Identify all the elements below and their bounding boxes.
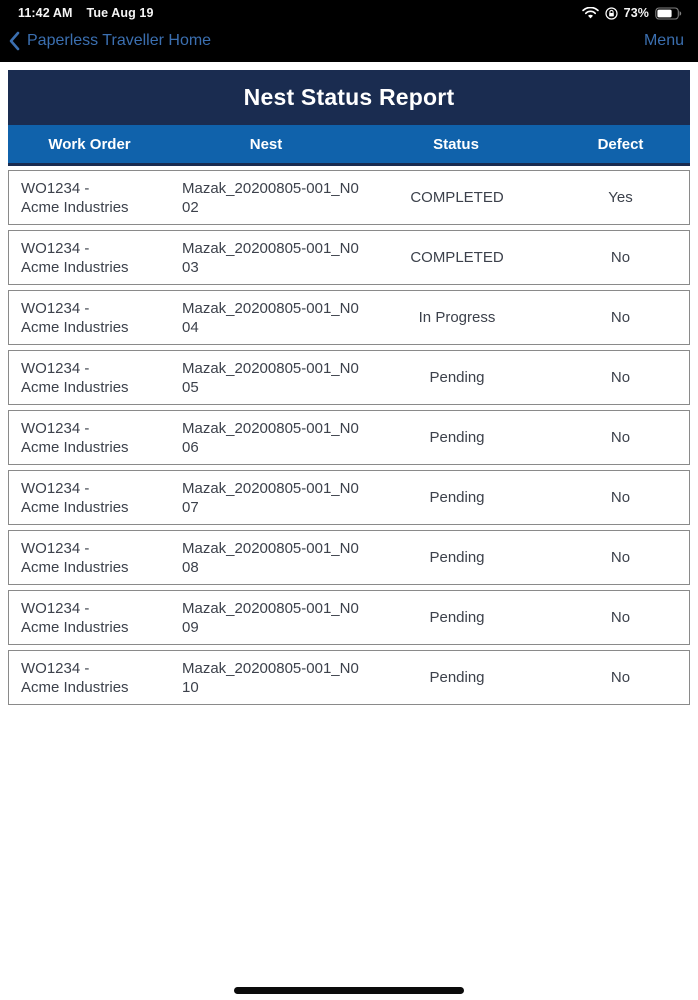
work-order-cell bbox=[9, 419, 172, 457]
customer-name: Acme Industries bbox=[21, 318, 129, 336]
customer-name: Acme Industries bbox=[21, 258, 129, 276]
menu-button[interactable]: Menu bbox=[643, 32, 684, 49]
customer-name: Acme Industries bbox=[21, 198, 129, 216]
work-order-cell bbox=[9, 539, 172, 577]
table-body bbox=[8, 170, 690, 705]
customer-name: Acme Industries bbox=[21, 378, 129, 396]
status-cell: In Progress bbox=[418, 309, 496, 326]
work-order-cell bbox=[9, 179, 172, 217]
report-title: Nest Status Report bbox=[243, 84, 455, 110]
nav-bar bbox=[0, 22, 698, 60]
work-order-number: WO1234 - bbox=[21, 239, 90, 257]
nest-id: Mazak_20200805-001_N006 bbox=[182, 419, 359, 456]
table-row[interactable] bbox=[8, 170, 690, 225]
work-order-cell bbox=[9, 359, 172, 397]
work-order-number: WO1234 - bbox=[21, 659, 90, 677]
status-cell: Pending bbox=[429, 429, 485, 446]
work-order-number: WO1234 - bbox=[21, 419, 90, 437]
chevron-left-icon bbox=[8, 31, 20, 51]
nest-id: Mazak_20200805-001_N003 bbox=[182, 239, 359, 276]
defect-cell: Yes bbox=[608, 189, 633, 206]
column-header-status: Status bbox=[433, 135, 479, 153]
work-order-number: WO1234 - bbox=[21, 599, 90, 617]
nest-id: Mazak_20200805-001_N002 bbox=[182, 179, 359, 216]
defect-cell: No bbox=[610, 309, 631, 326]
nest-cell bbox=[172, 659, 362, 697]
nest-cell bbox=[172, 239, 362, 277]
work-order-number: WO1234 - bbox=[21, 359, 90, 377]
nest-cell bbox=[172, 479, 362, 517]
nest-cell bbox=[172, 299, 362, 337]
wifi-icon bbox=[582, 7, 599, 19]
defect-cell: No bbox=[610, 489, 631, 506]
nest-cell bbox=[172, 419, 362, 457]
work-order-cell bbox=[9, 599, 172, 637]
rotation-lock-icon bbox=[605, 7, 618, 20]
defect-cell: No bbox=[610, 369, 631, 386]
nest-id: Mazak_20200805-001_N004 bbox=[182, 299, 359, 336]
work-order-number: WO1234 - bbox=[21, 299, 90, 317]
table-row[interactable] bbox=[8, 350, 690, 405]
status-date: Tue Aug 19 bbox=[86, 6, 154, 20]
status-cell: COMPLETED bbox=[410, 249, 504, 266]
table-row[interactable] bbox=[8, 410, 690, 465]
nest-id: Mazak_20200805-001_N008 bbox=[182, 539, 359, 576]
back-button[interactable] bbox=[8, 31, 211, 51]
work-order-number: WO1234 - bbox=[21, 179, 90, 197]
battery-icon bbox=[655, 7, 682, 20]
table-row[interactable] bbox=[8, 290, 690, 345]
nest-id: Mazak_20200805-001_N010 bbox=[182, 659, 359, 696]
work-order-number: WO1234 - bbox=[21, 539, 90, 557]
work-order-number: WO1234 - bbox=[21, 479, 90, 497]
table-row[interactable] bbox=[8, 650, 690, 705]
status-cell: Pending bbox=[429, 669, 485, 686]
status-cell: COMPLETED bbox=[410, 189, 504, 206]
column-header-work-order: Work Order bbox=[48, 135, 131, 153]
work-order-cell bbox=[9, 659, 172, 697]
report-title-bar bbox=[8, 70, 690, 125]
defect-cell: No bbox=[610, 669, 631, 686]
work-order-cell bbox=[9, 239, 172, 277]
table-row[interactable] bbox=[8, 230, 690, 285]
customer-name: Acme Industries bbox=[21, 498, 129, 516]
status-cell: Pending bbox=[429, 549, 485, 566]
top-black-bar bbox=[0, 0, 698, 62]
nest-cell bbox=[172, 179, 362, 217]
nest-cell bbox=[172, 599, 362, 637]
battery-percent: 73% bbox=[623, 6, 649, 20]
defect-cell: No bbox=[610, 249, 631, 266]
column-header-defect: Defect bbox=[597, 135, 644, 153]
nest-status-report bbox=[8, 70, 690, 705]
nest-id: Mazak_20200805-001_N005 bbox=[182, 359, 359, 396]
customer-name: Acme Industries bbox=[21, 558, 129, 576]
customer-name: Acme Industries bbox=[21, 678, 129, 696]
defect-cell: No bbox=[610, 429, 631, 446]
nest-cell bbox=[172, 359, 362, 397]
nest-cell bbox=[172, 539, 362, 577]
nest-id: Mazak_20200805-001_N009 bbox=[182, 599, 359, 636]
work-order-cell bbox=[9, 479, 172, 517]
customer-name: Acme Industries bbox=[21, 438, 129, 456]
status-cell: Pending bbox=[429, 369, 485, 386]
work-order-cell bbox=[9, 299, 172, 337]
status-bar bbox=[0, 0, 698, 22]
table-header-row bbox=[8, 125, 690, 166]
table-row[interactable] bbox=[8, 590, 690, 645]
customer-name: Acme Industries bbox=[21, 618, 129, 636]
defect-cell: No bbox=[610, 549, 631, 566]
home-indicator[interactable] bbox=[234, 987, 464, 994]
table-row[interactable] bbox=[8, 470, 690, 525]
table-row[interactable] bbox=[8, 530, 690, 585]
defect-cell: No bbox=[610, 609, 631, 626]
nest-id: Mazak_20200805-001_N007 bbox=[182, 479, 359, 516]
column-header-nest: Nest bbox=[249, 135, 283, 153]
back-button-label: Paperless Traveller Home bbox=[27, 32, 212, 49]
status-cell: Pending bbox=[429, 489, 485, 506]
status-cell: Pending bbox=[429, 609, 485, 626]
status-time: 11:42 AM bbox=[18, 6, 73, 20]
